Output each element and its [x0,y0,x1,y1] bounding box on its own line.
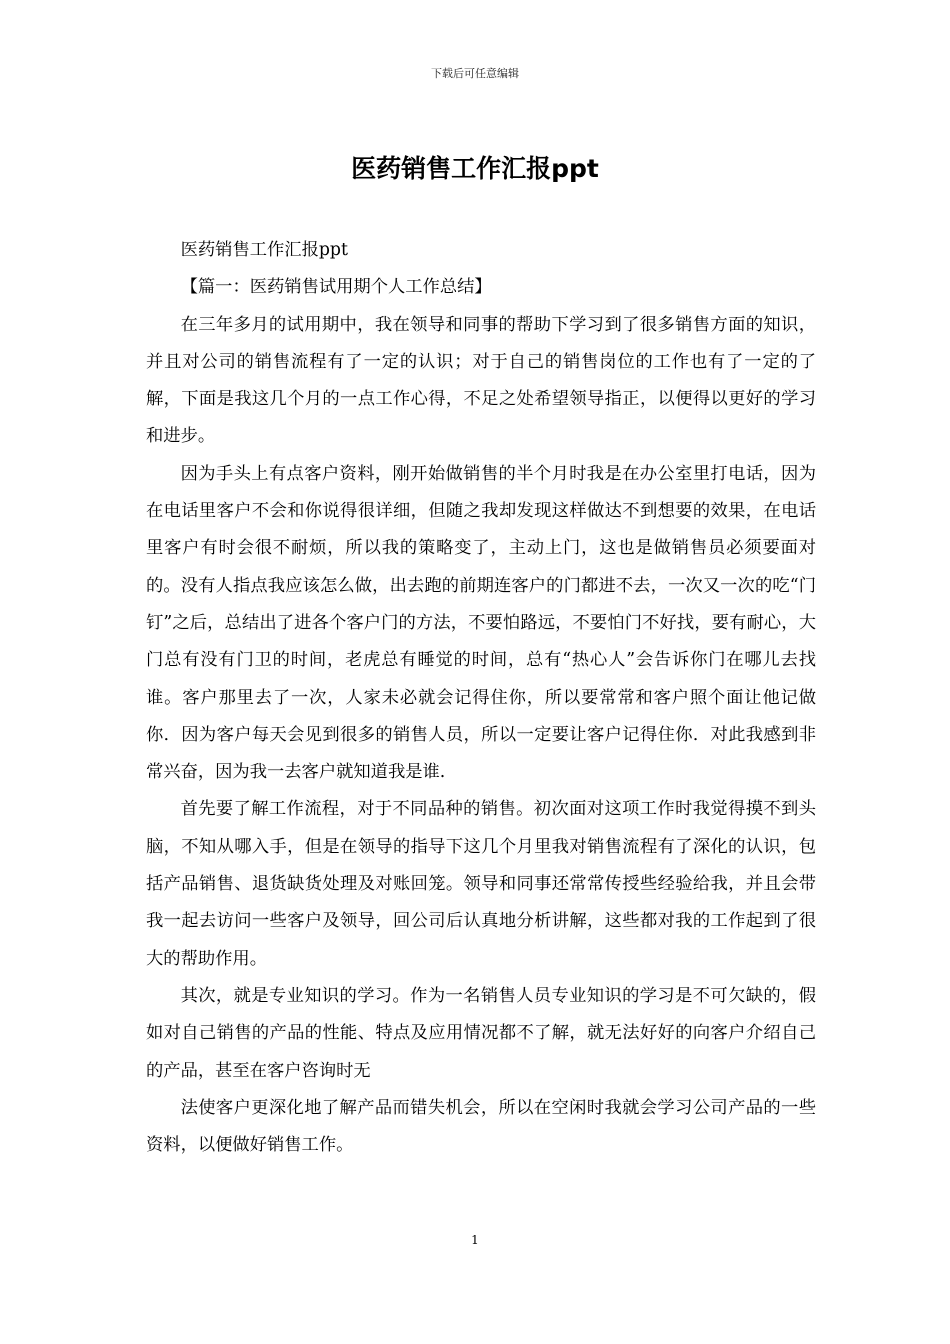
header-note: 下载后可任意编辑 [431,67,519,80]
body-paragraph: 首先要了解工作流程，对于不同品种的销售。初次面对这项工作时我觉得摸不到头脑，不知从哪入手，但是在领导的指导下这几个月里我对销售流程有了深化的认识，包括产品销售、退货缺货处理及对账回笼。领导和同事还常常传授些经验给我，并且会带我一起去访问一些客户及领导，回公司后认真地分析讲解，这些都对我的工作起到了很大的帮助作用。 [146,799,816,969]
document-body [146,232,816,1164]
body-paragraph: 医药销售工作汇报ppt [180,240,348,260]
body-paragraph: 在三年多月的试用期中，我在领导和同事的帮助下学习到了很多销售方面的知识，并且对公司的销售流程有了一定的认识；对于自己的销售岗位的工作也有了一定的了解，下面是我这几个月的一点工作心得，不足之处希望领导指正，以便得以更好的学习和进步。 [146,314,816,447]
document-title: 医药销售工作汇报ppt [351,154,599,183]
body-paragraph: 法使客户更深化地了解产品而错失机会，所以在空闲时我就会学习公司产品的一些资料，以便做好销售工作。 [146,1097,816,1156]
body-paragraph: 因为手头上有点客户资料，刚开始做销售的半个月时我是在办公室里打电话，因为在电话里客户不会和你说得很详细，但随之我却发现这样做达不到想要的效果，在电话里客户有时会很不耐烦，所以我的策略变了，主动上门，这也是做销售员必须要面对的。没有人指点我应该怎么做，出去跑的前期连客户的门都进不去，一次又一次的吃“门钉”之后，总结出了进各个客户门的方法，不要怕路远，不要怕门不好找，要有耐心，大门总有没有门卫的时间，老虎总有睡觉的时间，总有“热心人”会告诉你门在哪儿去找谁。客户那里去了一次，人家未必就会记得住你，所以要常常和客户照个面让他记做你．因为客户每天会见到很多的销售人员，所以一定要让客户记得住你．对此我感到非常兴奋，因为我一去客户就知道我是谁. [146,463,816,783]
body-paragraph: 其次，就是专业知识的学习。作为一名销售人员专业知识的学习是不可欠缺的，假如对自己销售的产品的性能、特点及应用情况都不了解，就无法好好的向客户介绍自己的产品，甚至在客户咨询时无 [146,985,816,1081]
section-heading: 【篇一：医药销售试用期个人工作总结】 [180,277,492,298]
page-number: 1 [471,1233,479,1247]
